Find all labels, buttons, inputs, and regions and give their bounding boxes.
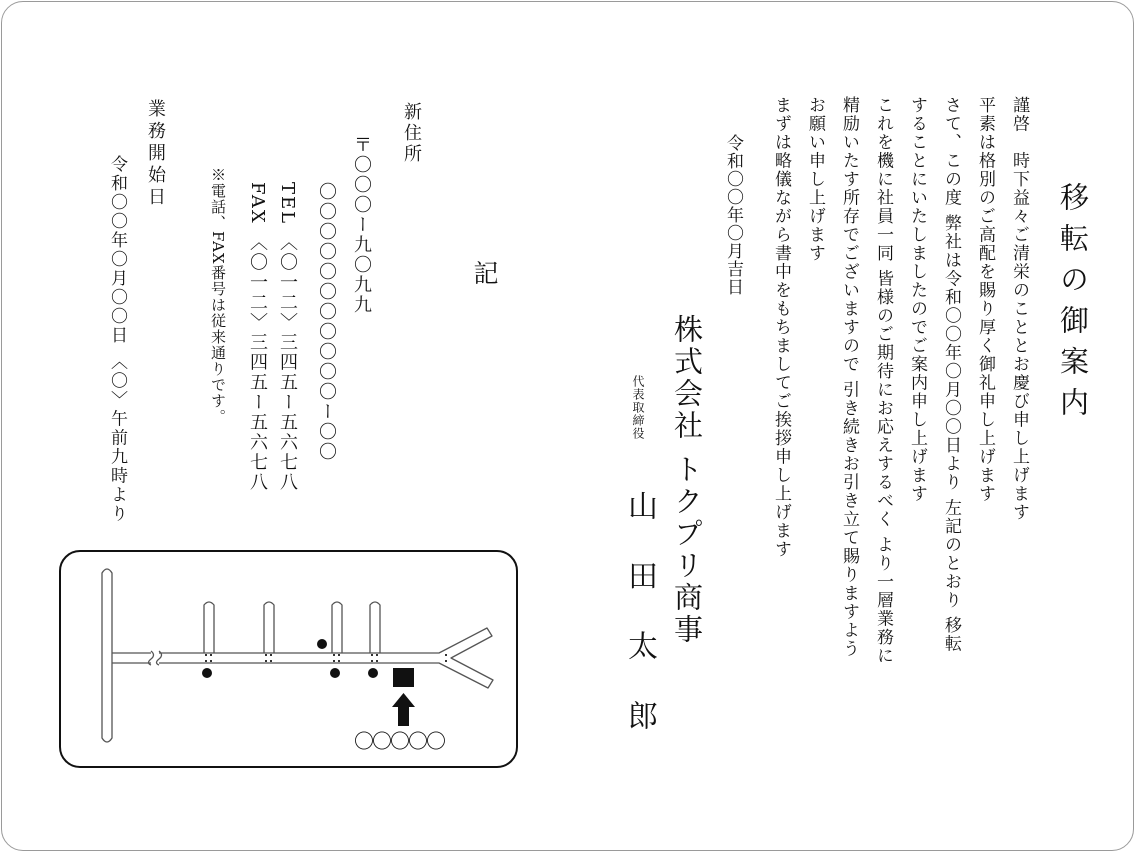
fax-number: FAX 〈〇一二〉三四五ー五六七八 — [247, 182, 268, 493]
announcement-card — [1, 1, 1134, 851]
business-start-label: 業務開始日 — [145, 99, 166, 209]
letter-title: 移転の御案内 — [1056, 182, 1090, 428]
tel-number: TEL 〈〇一二〉三四五ー五六七八 — [277, 182, 298, 493]
representative-name: 山田太郎 — [622, 490, 657, 770]
body-line-2: 平素は格別のご高配を賜り厚く御礼申し上げます — [975, 96, 995, 503]
ki-heading: 記 — [470, 260, 499, 285]
phone-fax-note: ※電話、FAX番号は従来通りです。 — [209, 167, 227, 425]
body-line-3: さて、この度 弊社は令和〇〇年〇月〇〇日より 左記のとおり 移転 — [941, 96, 961, 654]
body-line-6: 精励いたす所存でございますので 引き続きお引き立て賜りますよう — [839, 96, 859, 658]
address-line: 〇〇〇〇〇〇〇〇〇〇〇ー〇〇 — [316, 182, 337, 462]
body-line-5: これを機に社員一同 皆様のご期待にお応えするべく より一層業務に — [873, 96, 893, 665]
body-line-8: まずは略儀ながら書中をもちましてご挨拶申し上げます — [771, 96, 791, 559]
letter-date: 令和〇〇年〇月吉日 — [723, 134, 743, 296]
map-frame — [60, 551, 517, 767]
company-name: 株式会社 トクプリ商事 — [670, 314, 704, 647]
destination-square-icon — [393, 668, 414, 687]
representative-title: 代表取締役 — [631, 375, 645, 440]
body-line-7: お願い申し上げます — [805, 96, 825, 263]
destination-label: 〇〇〇〇〇 — [354, 729, 444, 753]
location-map — [59, 550, 518, 768]
body-line-4: することにいたしましたのでご案内申し上げます — [907, 96, 927, 503]
postal-code: 〒〇〇〇ー九〇九九 — [351, 135, 372, 315]
new-address-label: 新住所 — [401, 102, 422, 165]
business-start-date: 令和〇〇年〇月〇〇日 〈〇〉午前九時より — [107, 155, 127, 524]
body-line-1: 謹啓 時下益々ご清栄のこととお慶び申し上げます — [1009, 96, 1029, 522]
